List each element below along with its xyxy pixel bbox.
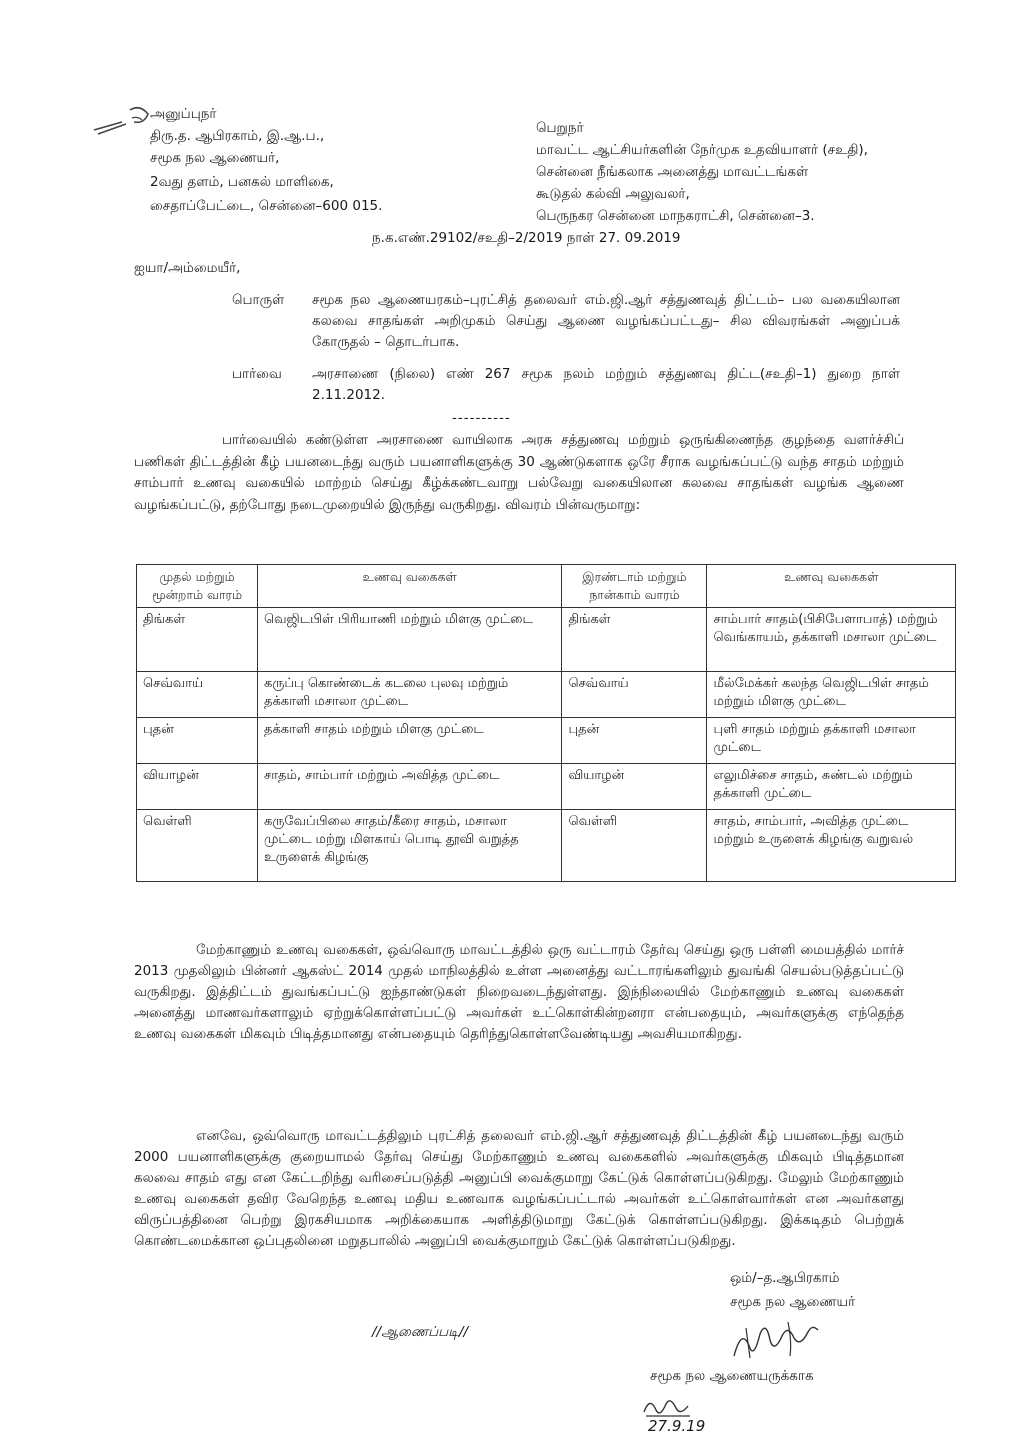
food-cell: சாதம், சாம்பார், அவித்த முட்டை மற்றும் உருளைக் கிழங்கு வறுவல் [707,810,956,882]
recipient-line-2: சென்னை நீங்கலாக அனைத்து மாவட்டங்கள் [536,164,809,180]
reference-text: அரசாணை (நிலை) எண் 267 சமூக நலம் மற்றும் சத்துணவு திட்ட(சஉதி–1) துறை நாள் 2.11.2012. [312,366,900,403]
subject-text: சமூக நல ஆணையரகம்–புரட்சித் தலைவர் எம்.ஜி.ஆர் சத்துணவுத் திட்டம்– பல வகையிலான கலவை சாதங்கள் அறிமுகம் செய்து ஆணை வழங்கப்பட்டது– சில விவரங்கள் அனுப்பக் கோருதல் – தொடர்பாக. [312,292,900,350]
sender-line-1: திரு.த. ஆபிரகாம், இ.ஆ.ப., [150,128,325,144]
food-cell: கருப்பு கொண்டைக் கடலை புலவு மற்றும் தக்காளி மசாலா முட்டை [258,672,562,718]
paragraph-3: எனவே, ஒவ்வொரு மாவட்டத்திலும் புரட்சித் தலைவர் எம்.ஜி.ஆர் சத்துணவுத் திட்டத்தின் கீழ் பயனடைந்து வரும் 2000 பயனாளிகளுக்கு குறையாமல் தேர்வு செய்து மேற்காணும் உணவு வகைகளில் அவர்களுக்கு மிகவும் பிடித்தமான கலவை சாதம் எது என கேட்டறிந்து வரிசைப்படுத்தி அனுப்பி வைக்குமாறு கேட்டுக் கொள்ளப்படுகிறது. மேலும் மேற்காணும் உணவு வகைகள் தவிர வேறெந்த உணவு மதிய உணவாக வழங்கப்பட்டால் அவர்கள் உட்கொள்வார்கள் என அவர்களது விருப்பத்தினை பெற்று இரகசியமாக அறிக்கையாக அளித்திடுமாறு கேட்டுக் கொள்ளப்படுகிறது. இக்கடிதம் பெற்றுக் கொண்டமைக்கான ஒப்புதலினை மறுதபாலில் அனுப்பி வைக்குமாறும் கேட்டுக் கொள்ளப்படுகிறது. [134,1128,904,1249]
forward-by-order: //ஆணைப்படி// [372,1324,469,1340]
day-cell: செவ்வாய் [137,672,258,718]
sender-line-3: 2வது தளம், பனகல் மாளிகை, [150,174,334,190]
day-cell: வெள்ளி [562,810,707,882]
food-cell: எலுமிச்சை சாதம், சுண்டல் மற்றும் தக்காளி முட்டை [707,764,956,810]
day-cell: திங்கள் [137,608,258,672]
day-cell: செவ்வாய் [562,672,707,718]
paragraph-1: பார்வையில் கண்டுள்ள அரசாணை வாயிலாக அரசு சத்துணவு மற்றும் ஒருங்கிணைந்த குழந்தை வளர்ச்சிப் பணிகள் திட்டத்தின் கீழ் பயனடைந்து வரும் பயனாளிகளுக்கு 30 ஆண்டுகளாக ஒரே சீராக வழங்கப்பட்டு வந்த சாதம் மற்றும் சாம்பார் உணவு வகையில் மாற்றம் செய்து கீழ்க்கண்டவாறு பல்வேறு வகையிலான கலவை சாதங்கள் வழங்க ஆணை வழங்கப்பட்டு, தற்போது நடைமுறையில் இருந்து வருகிறது. விவரம் பின்வருமாறு: [134,432,904,513]
table-row [137,764,956,810]
menu-table [136,564,956,882]
day-cell: வியாழன் [137,764,258,810]
header-week-1-3: முதல் மற்றும் மூன்றாம் வாரம் [137,565,258,608]
day-cell: வெள்ளி [137,810,258,882]
reference-label: பார்வை [232,366,282,382]
for-commissioner: சமூக நல ஆணையருக்காக [650,1368,814,1384]
salutation: ஐயா/அம்மையீர், [134,260,241,276]
day-cell: புதன் [562,718,707,764]
seal-stamp-icon [92,100,154,140]
food-cell: மீல்மேக்கர் கலந்த வெஜிடபிள் சாதம் மற்றும் மிளகு முட்டை [707,672,956,718]
food-cell: வெஜிடபிள் பிரியாணி மற்றும் மிளகு முட்டை [258,608,562,672]
table-row [137,672,956,718]
recipient-line-1: மாவட்ட ஆட்சியர்களின் நேர்முக உதவியாளர் (சஉதி), [536,142,868,158]
reference-number: ந.க.எண்.29102/சஉதி–2/2019 நாள் 27. 09.2019 [372,230,681,246]
handwritten-date: 27.9.19 [648,1417,706,1435]
sender-line-4: சைதாப்பேட்டை, சென்னை–600 015. [150,198,383,214]
food-cell: தக்காளி சாதம் மற்றும் மிளகு முட்டை [258,718,562,764]
day-cell: திங்கள் [562,608,707,672]
sender-label: அனுப்புநர் [150,106,217,122]
paragraph-2: மேற்காணும் உணவு வகைகள், ஒவ்வொரு மாவட்டத்தில் ஒரு வட்டாரம் தேர்வு செய்து ஒரு பள்ளி மையத்தில் மார்ச் 2013 முதலிலும் பின்னர் ஆகஸ்ட் 2014 முதல் மாநிலத்தில் உள்ள அனைத்து வட்டாரங்களிலும் துவங்கி செயல்படுத்தப்பட்டு வருகிறது. இத்திட்டம் துவங்கப்பட்டு ஐந்தாண்டுகள் நிறைவடைந்துள்ளது. இந்நிலையில் மேற்காணும் உணவு வகைகள் அனைத்து மாணவர்களாலும் ஏற்றுக்கொள்ளப்பட்டு அவர்கள் உட்கொள்கின்றனரா என்பதையும், அவர்களுக்கு எந்தெந்த உணவு வகைகள் மிகவும் பிடித்தமானது என்பதையும் தெரிந்துகொள்ளவேண்டியது அவசியமாகிறது. [134,942,904,1042]
separator: ---------- [452,410,511,426]
signed-name: ஒம்/–த.ஆபிரகாம் [730,1270,840,1286]
subject-label: பொருள் [232,292,285,308]
header-food-2: உணவு வகைகள் [707,565,956,608]
food-cell: புளி சாதம் மற்றும் தக்காளி மசாலா முட்டை [707,718,956,764]
recipient-label: பெறுநர் [536,120,584,136]
header-food-1: உணவு வகைகள் [258,565,562,608]
day-cell: வியாழன் [562,764,707,810]
table-header-row [137,565,956,608]
table-row [137,608,956,672]
recipient-line-3: கூடுதல் கல்வி அலுவலர், [536,186,690,202]
sender-line-2: சமூக நல ஆணையர், [150,150,280,166]
signed-title: சமூக நல ஆணையர் [730,1294,856,1310]
food-cell: சாதம், சாம்பார் மற்றும் அவித்த முட்டை [258,764,562,810]
table-row [137,810,956,882]
food-cell: கருவேப்பிலை சாதம்/கீரை சாதம், மசாலா முட்டை மற்று மிளகாய் பொடி தூவி வறுத்த உருளைக் கிழங்கு [258,810,562,882]
day-cell: புதன் [137,718,258,764]
header-week-2-4: இரண்டாம் மற்றும் நான்காம் வாரம் [562,565,707,608]
food-cell: சாம்பார் சாதம்(பிசிபேளாபாத்) மற்றும் வெங்காயம், தக்காளி மசாலா முட்டை [707,608,956,672]
table-row [137,718,956,764]
recipient-line-4: பெருநகர சென்னை மாநகராட்சி, சென்னை–3. [536,208,815,224]
handwritten-signature-icon [728,1316,848,1364]
